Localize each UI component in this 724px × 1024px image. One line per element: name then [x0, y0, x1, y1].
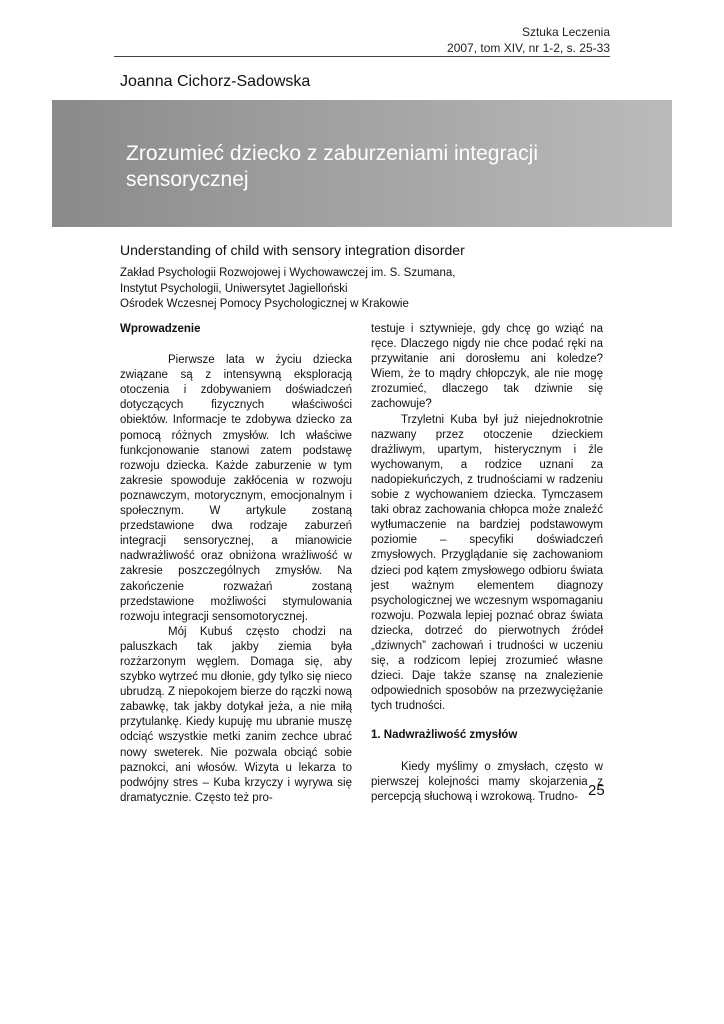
right-column: [371, 322, 603, 805]
affiliations: [120, 266, 455, 313]
article-title: Zrozumieć dziecko z zaburzeniami integracji sensorycznej: [126, 142, 538, 191]
section-heading-introduction: Wprowadzenie: [120, 323, 201, 335]
paragraph: Mój Kubuś często chodzi na paluszkach tak jakby ziemia była rozżarzonym węglem. Domaga się, aby szybko wytrzeć mu dłonie, gdy tylko się nieco ubrudzą. Z niepokojem bierze do rączki nową zabawkę, tak jakby dotykał jeża, a nie miłą przytulankę. Kiedy kupuję mu ubranie muszę odciąć wszystkie metki zanim zechce ubrać nowy sweterek. Nie pozwala obciąć sobie paznokci, ani włosów. Wizyta u lekarza to podwójny stres – Kuba krzyczy i wyrywa się dramatycznie. Często też pro-: [120, 625, 352, 804]
page-number: 25: [588, 782, 605, 799]
running-header: [447, 24, 610, 56]
paragraph: Kiedy myślimy o zmysłach, często w pierwszej kolejności mamy skojarzenia z percepcją słuchową i wzrokową. Trudno-: [371, 760, 603, 803]
affiliation-line: Ośrodek Wczesnej Pomocy Psychologicznej w Krakowie: [120, 298, 409, 310]
affiliation-line: Zakład Psychologii Rozwojowej i Wychowawczej im. S. Szumana,: [120, 267, 456, 279]
paragraph: testuje i sztywnieje, gdy chcę go wziąć na ręce. Dlaczego nigdy nie chce podać ręki na przywitanie ani dorosłemu ani koledze? Wiem, że to mądry chłopczyk, ale nie mogę zrozumieć, dlaczego tak dziwnie się zachowuje?: [371, 323, 603, 411]
journal-issue: 2007, tom XIV, nr 1-2, s. 25-33: [447, 41, 610, 55]
paragraph: Trzyletni Kuba był już niejednokrotnie nazwany przez otoczenie dzieckiem drażliwym, upartym, histerycznym i źle wychowanym, a rodzice uznani za nadopiekuńczych, z trudnościami w radzeniu sobie z wychowaniem dziecka. Tymczasem taki obraz zachowania chłopca może znaleźć wytłumaczenie na bardziej podstawowym poziomie – specyfiki doświadczeń zmysłowych. Przyglądanie się zachowaniom dzieci pod kątem zmysłowego odbioru świata jest ważnym elementem diagnozy psychologicznej we wczesnym wspomaganiu rozwoju. Pozwala lepiej poznać obraz świata dziecka, dotrzeć do pierwotnych źródeł „dziwnych” zachowań i trudności w uczeniu się, a rodzicom lepiej zrozumieć własne dzieci. Daje także szansę na znalezienie odpowiednich sposobów na przezwyciężanie tych trudności.: [371, 413, 603, 713]
journal-name: Sztuka Leczenia: [521, 25, 610, 39]
paragraph: Pierwsze lata w życiu dziecka związane są z intensywną eksploracją otoczenia i zdobywaniem doświadczeń dotyczących fizycznych właściwości obiektów. Informacje te zdobywa dziecko za pomocą różnych zmysłów. Ich właściwe funkcjonowanie stanowi zatem podstawę rozwoju dziecka. Każde zaburzenie w tym zakresie spowoduje zakłócenia w rozwoju poznawczym, motorycznym, emocjonalnym i społecznym. W artykule zostaną przedstawione dwa rodzaje zaburzeń integracji sensorycznej, a mianowicie nadwrażliwość oraz obniżona wrażliwość w zakresie poszczególnych zmysłów. Na zakończenie rozważań zostaną przedstawione możliwości stymulowania rozwoju integracji sensomotorycznej.: [120, 354, 352, 623]
author-name: Joanna Cichorz-Sadowska: [120, 73, 311, 90]
left-column: [120, 322, 352, 806]
english-title: Understanding of child with sensory integration disorder: [120, 242, 465, 258]
affiliation-line: Instytut Psychologii, Uniwersytet Jagielloński: [120, 282, 348, 295]
title-banner: [52, 100, 672, 227]
header-rule: [114, 56, 610, 57]
section-heading-hypersensitivity: 1. Nadwrażliwość zmysłów: [371, 729, 518, 742]
